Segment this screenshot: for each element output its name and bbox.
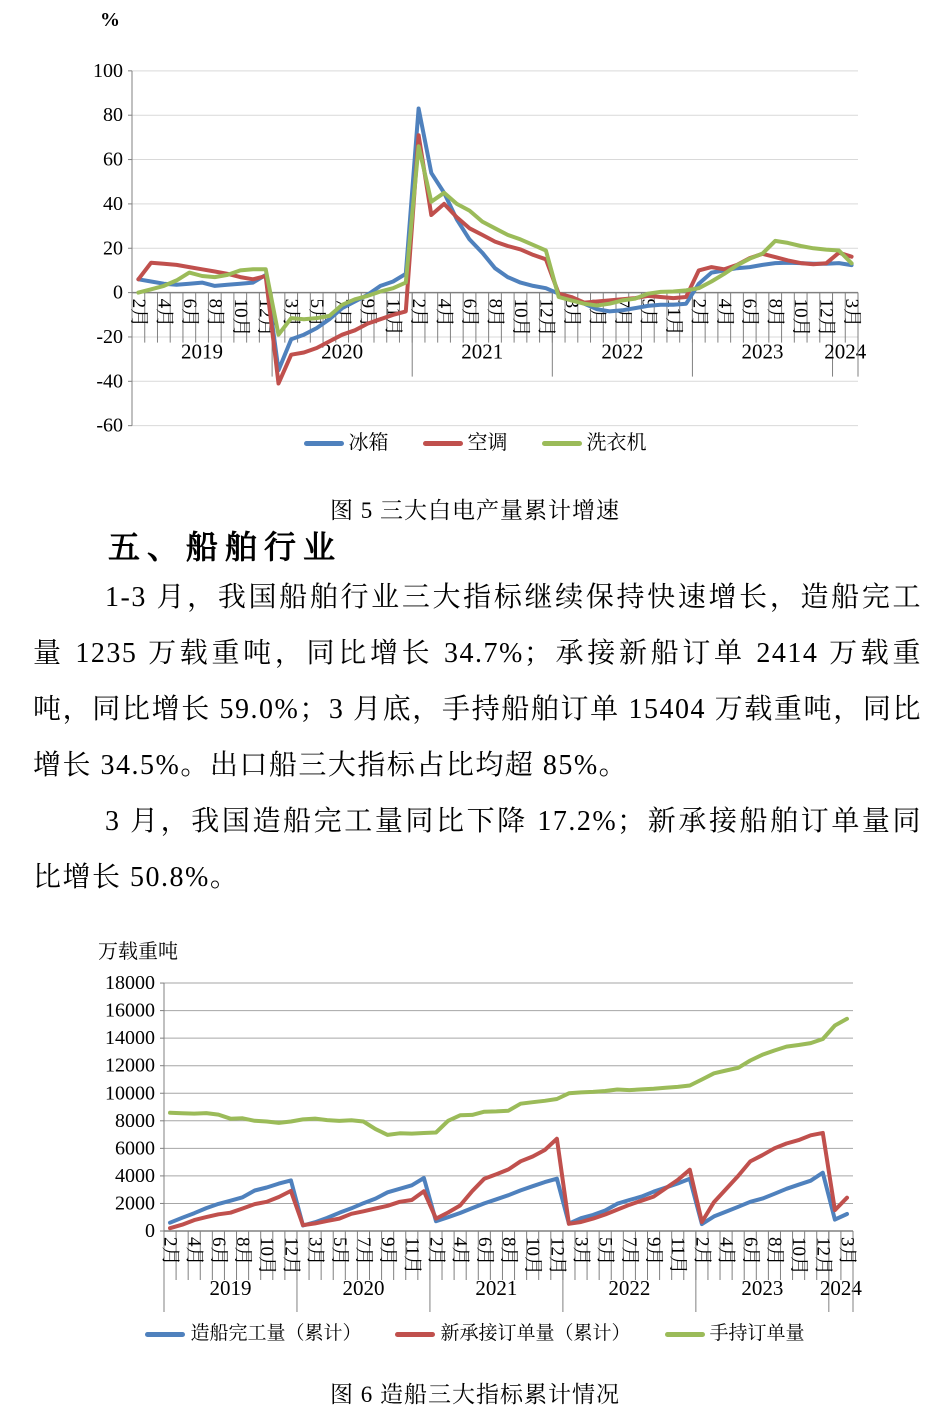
svg-text:7月: 7月 xyxy=(352,1237,374,1266)
svg-text:6月: 6月 xyxy=(473,1237,495,1266)
svg-text:5月: 5月 xyxy=(306,298,328,328)
svg-text:6月: 6月 xyxy=(207,1237,229,1266)
svg-text:20: 20 xyxy=(103,237,123,260)
svg-text:3月: 3月 xyxy=(836,1237,858,1266)
svg-text:2023: 2023 xyxy=(741,1276,784,1300)
series-line-新承接订单量（累计） xyxy=(170,1133,847,1228)
figure6-legend xyxy=(0,1322,950,1346)
figure5-legend xyxy=(0,431,950,455)
svg-text:10000: 10000 xyxy=(105,1082,155,1105)
svg-text:12月: 12月 xyxy=(546,1237,568,1276)
svg-text:3月: 3月 xyxy=(570,1237,592,1266)
svg-text:2021: 2021 xyxy=(461,339,504,364)
legend-label: 洗衣机 xyxy=(586,432,647,454)
svg-text:4月: 4月 xyxy=(713,298,735,328)
svg-text:40: 40 xyxy=(103,192,123,215)
legend-label: 手持订单量 xyxy=(709,1323,805,1344)
legend-label: 空调 xyxy=(467,432,508,454)
svg-text:4月: 4月 xyxy=(183,1237,205,1266)
svg-text:12月: 12月 xyxy=(280,1237,302,1276)
svg-text:7月: 7月 xyxy=(331,298,353,328)
svg-text:9月: 9月 xyxy=(643,1237,665,1266)
shipbuilding-indicators-chart xyxy=(0,930,950,1322)
paragraph-2: 3 月，我国造船完工量同比下降 17.2%；新承接船舶订单量同比增长 50.8%。 xyxy=(33,806,922,893)
svg-text:8月: 8月 xyxy=(232,1237,254,1266)
figure6-caption: 图 6 造船三大指标累计情况 xyxy=(330,1382,620,1407)
svg-text:2020: 2020 xyxy=(321,339,364,364)
y-axis xyxy=(105,972,164,1242)
svg-text:3月: 3月 xyxy=(560,298,582,328)
svg-text:8月: 8月 xyxy=(484,298,506,328)
air-conditioner-line-swatch xyxy=(423,441,463,446)
svg-text:2月: 2月 xyxy=(408,298,430,328)
svg-text:12月: 12月 xyxy=(255,298,277,337)
svg-text:6月: 6月 xyxy=(459,298,481,328)
svg-text:2020: 2020 xyxy=(342,1276,385,1300)
svg-text:11月: 11月 xyxy=(662,298,684,336)
month-labels xyxy=(160,1237,858,1275)
svg-text:9月: 9月 xyxy=(357,298,379,328)
svg-text:0: 0 xyxy=(145,1220,155,1242)
legend-label: 造船完工量（累计） xyxy=(190,1323,362,1344)
svg-text:2024: 2024 xyxy=(819,1276,862,1300)
y-axis xyxy=(93,60,132,437)
svg-text:16000: 16000 xyxy=(105,999,155,1022)
section-body xyxy=(33,570,922,906)
svg-text:12月: 12月 xyxy=(535,298,557,337)
washing-machine-line-swatch xyxy=(542,441,582,446)
svg-text:2月: 2月 xyxy=(127,298,149,328)
svg-text:9月: 9月 xyxy=(637,298,659,328)
svg-text:8月: 8月 xyxy=(764,298,786,328)
svg-text:-60: -60 xyxy=(96,414,123,437)
legend-label: 新承接订单量（累计） xyxy=(440,1323,631,1344)
svg-text:3月: 3月 xyxy=(280,298,302,328)
svg-text:3月: 3月 xyxy=(841,298,863,328)
svg-text:6月: 6月 xyxy=(739,1237,761,1266)
orders-on-hand-line-swatch xyxy=(665,1332,705,1337)
svg-text:-20: -20 xyxy=(96,325,123,348)
svg-text:7月: 7月 xyxy=(618,1237,640,1266)
svg-text:2024: 2024 xyxy=(824,339,867,364)
legend-item-completions xyxy=(145,1322,361,1346)
svg-text:4月: 4月 xyxy=(715,1237,737,1266)
svg-text:12月: 12月 xyxy=(812,1237,834,1276)
svg-text:2022: 2022 xyxy=(608,1276,651,1300)
svg-text:3月: 3月 xyxy=(304,1237,326,1266)
axis-unit-label: 万载重吨 xyxy=(98,941,178,963)
svg-text:12月: 12月 xyxy=(815,298,837,337)
legend-item-orders-on-hand xyxy=(665,1322,805,1346)
svg-text:2月: 2月 xyxy=(691,1237,713,1266)
gridlines xyxy=(132,71,858,426)
legend-item-new-orders xyxy=(395,1322,630,1346)
series-line-手持订单量 xyxy=(170,1019,847,1135)
svg-text:2022: 2022 xyxy=(601,339,644,364)
svg-text:10月: 10月 xyxy=(522,1237,544,1276)
figure5-caption: 图 5 三大白电产量累计增速 xyxy=(330,498,620,523)
legend-item-washing-machine xyxy=(542,431,647,455)
svg-text:60: 60 xyxy=(103,148,123,171)
svg-text:5月: 5月 xyxy=(328,1237,350,1266)
svg-text:10月: 10月 xyxy=(788,1237,810,1276)
svg-text:4000: 4000 xyxy=(115,1164,155,1187)
refrigerator-line-swatch xyxy=(304,441,344,446)
svg-text:10月: 10月 xyxy=(256,1237,278,1276)
axis-unit-label: % xyxy=(100,9,120,31)
svg-text:100: 100 xyxy=(93,59,123,82)
svg-text:10月: 10月 xyxy=(509,298,531,337)
svg-text:2月: 2月 xyxy=(688,298,710,328)
svg-text:7月: 7月 xyxy=(611,298,633,328)
svg-text:14000: 14000 xyxy=(105,1027,155,1050)
svg-text:8月: 8月 xyxy=(204,298,226,328)
svg-text:8月: 8月 xyxy=(498,1237,519,1266)
svg-text:5月: 5月 xyxy=(594,1237,616,1266)
svg-text:18000: 18000 xyxy=(105,972,155,995)
svg-text:10月: 10月 xyxy=(229,298,251,337)
svg-text:0: 0 xyxy=(113,281,123,304)
svg-text:4月: 4月 xyxy=(449,1237,471,1266)
svg-text:2021: 2021 xyxy=(475,1276,518,1300)
white-goods-growth-chart xyxy=(0,0,950,440)
legend-item-refrigerator xyxy=(304,431,389,455)
svg-text:6月: 6月 xyxy=(739,298,761,328)
section-heading: 五、船舶行业 xyxy=(108,529,343,565)
svg-text:10月: 10月 xyxy=(790,298,812,337)
svg-text:12000: 12000 xyxy=(105,1054,155,1077)
svg-text:2019: 2019 xyxy=(181,339,224,364)
legend-item-air-conditioner xyxy=(423,431,508,455)
month-labels xyxy=(128,299,862,337)
svg-text:9月: 9月 xyxy=(377,1237,399,1266)
svg-text:8月: 8月 xyxy=(763,1237,785,1266)
completions-line-swatch xyxy=(145,1332,185,1337)
legend-label: 冰箱 xyxy=(348,432,389,454)
paragraph-1: 1-3 月，我国船舶行业三大指标继续保持快速增长，造船完工量 1235 万载重吨，同比增长 34.7%；承接新船订单 2414 万载重吨，同比增长 59.0%；3 月底，手持船舶订单 15404 万载重吨，同比增长 34.5%。出口船三大指标占比均超 85%。 xyxy=(33,582,922,781)
svg-text:8000: 8000 xyxy=(115,1109,155,1132)
svg-text:2023: 2023 xyxy=(741,339,784,364)
svg-text:6000: 6000 xyxy=(115,1137,155,1160)
svg-text:-40: -40 xyxy=(96,370,123,393)
svg-text:6月: 6月 xyxy=(178,298,200,328)
svg-text:11月: 11月 xyxy=(382,298,404,336)
new-orders-line-swatch xyxy=(395,1332,435,1337)
svg-text:80: 80 xyxy=(103,104,123,127)
svg-text:2019: 2019 xyxy=(209,1276,252,1300)
svg-text:2000: 2000 xyxy=(115,1192,155,1215)
svg-text:2月: 2月 xyxy=(159,1237,181,1266)
svg-text:11月: 11月 xyxy=(667,1237,689,1275)
svg-text:11月: 11月 xyxy=(401,1237,423,1275)
svg-text:5月: 5月 xyxy=(586,298,608,328)
svg-text:2月: 2月 xyxy=(425,1237,447,1266)
svg-text:4月: 4月 xyxy=(433,298,455,328)
svg-text:4月: 4月 xyxy=(153,298,175,328)
